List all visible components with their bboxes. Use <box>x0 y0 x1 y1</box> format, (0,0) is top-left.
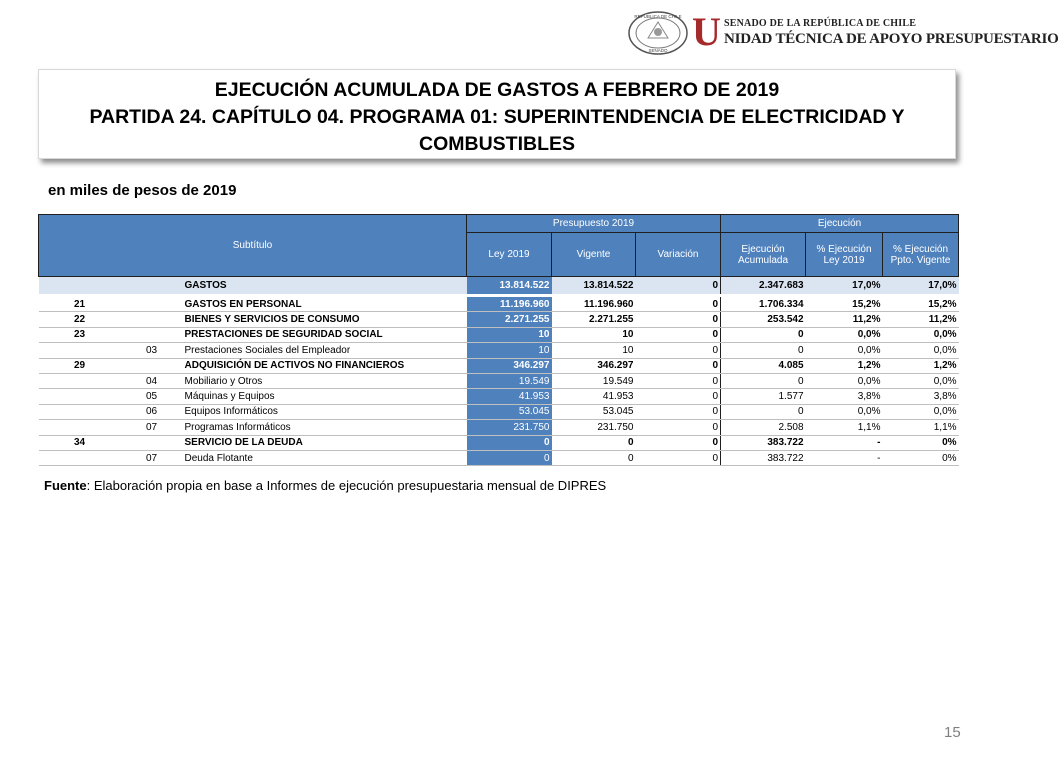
cell-description: ADQUISICIÓN DE ACTIVOS NO FINANCIEROS <box>183 358 467 373</box>
cell-description: BIENES Y SERVICIOS DE CONSUMO <box>183 312 467 327</box>
cell-item <box>121 277 183 296</box>
cell-vigente: 346.297 <box>552 358 636 373</box>
cell-variacion: 0 <box>636 277 721 296</box>
cell-ley: 2.271.255 <box>467 312 552 327</box>
cell-ley: 10 <box>467 343 552 358</box>
cell-pct-ley: 17,0% <box>806 277 883 296</box>
cell-ejecucion: 1.706.334 <box>721 296 806 312</box>
header-vigente: Vigente <box>552 233 636 277</box>
slide-title <box>38 69 956 159</box>
senate-logo <box>628 9 1059 58</box>
cell-subtitulo <box>39 343 121 358</box>
header-pct-vigente: % Ejecución Ppto. Vigente <box>883 233 959 277</box>
table-row <box>39 296 959 312</box>
table-row <box>39 450 959 465</box>
cell-pct-ley: - <box>806 435 883 450</box>
cell-pct-ley: 0,0% <box>806 343 883 358</box>
cell-subtitulo <box>39 389 121 404</box>
cell-variacion: 0 <box>636 420 721 435</box>
cell-description: SERVICIO DE LA DEUDA <box>183 435 467 450</box>
cell-ley: 346.297 <box>467 358 552 373</box>
cell-pct-ley: - <box>806 450 883 465</box>
table-row <box>39 420 959 435</box>
cell-item <box>121 327 183 342</box>
units-subtitle: en miles de pesos de 2019 <box>48 182 237 199</box>
cell-item: 07 <box>121 420 183 435</box>
cell-description: Equipos Informáticos <box>183 404 467 419</box>
cell-description: GASTOS EN PERSONAL <box>183 296 467 312</box>
cell-pct-vigente: 0,0% <box>883 327 959 342</box>
cell-ley: 53.045 <box>467 404 552 419</box>
cell-variacion: 0 <box>636 343 721 358</box>
cell-variacion: 0 <box>636 327 721 342</box>
table-row <box>39 312 959 327</box>
cell-description: Deuda Flotante <box>183 450 467 465</box>
table-row <box>39 373 959 388</box>
table-row <box>39 435 959 450</box>
logo-senado-text: SENADO DE LA REPÚBLICA DE CHILE <box>724 18 917 29</box>
cell-pct-vigente: 0,0% <box>883 373 959 388</box>
cell-description: Máquinas y Equipos <box>183 389 467 404</box>
header-pct-ley: % Ejecución Ley 2019 <box>806 233 883 277</box>
cell-vigente: 10 <box>552 343 636 358</box>
cell-description: PRESTACIONES DE SEGURIDAD SOCIAL <box>183 327 467 342</box>
table-row <box>39 358 959 373</box>
cell-ley: 231.750 <box>467 420 552 435</box>
cell-ejecucion: 2.508 <box>721 420 806 435</box>
cell-item <box>121 296 183 312</box>
header-ley: Ley 2019 <box>467 233 552 277</box>
cell-pct-ley: 0,0% <box>806 327 883 342</box>
cell-ley: 0 <box>467 435 552 450</box>
cell-subtitulo <box>39 373 121 388</box>
execution-table <box>38 214 959 466</box>
table-row <box>39 343 959 358</box>
cell-variacion: 0 <box>636 450 721 465</box>
table-row <box>39 404 959 419</box>
cell-ejecucion: 383.722 <box>721 450 806 465</box>
cell-pct-vigente: 0,0% <box>883 343 959 358</box>
cell-variacion: 0 <box>636 373 721 388</box>
cell-ley: 19.549 <box>467 373 552 388</box>
header-presupuesto: Presupuesto 2019 <box>467 215 721 233</box>
cell-subtitulo: 22 <box>39 312 121 327</box>
cell-subtitulo <box>39 420 121 435</box>
cell-ley: 13.814.522 <box>467 277 552 296</box>
cell-pct-vigente: 0% <box>883 450 959 465</box>
cell-vigente: 19.549 <box>552 373 636 388</box>
page-number: 15 <box>944 724 961 741</box>
cell-description: Programas Informáticos <box>183 420 467 435</box>
cell-ley: 0 <box>467 450 552 465</box>
cell-vigente: 0 <box>552 450 636 465</box>
cell-pct-ley: 0,0% <box>806 373 883 388</box>
cell-vigente: 41.953 <box>552 389 636 404</box>
cell-description: Mobiliario y Otros <box>183 373 467 388</box>
cell-description: GASTOS <box>183 277 467 296</box>
cell-subtitulo: 23 <box>39 327 121 342</box>
cell-ejecucion: 1.577 <box>721 389 806 404</box>
cell-pct-ley: 0,0% <box>806 404 883 419</box>
cell-pct-vigente: 1,2% <box>883 358 959 373</box>
cell-vigente: 0 <box>552 435 636 450</box>
title-line-1: EJECUCIÓN ACUMULADA DE GASTOS A FEBRERO DE 2019 <box>214 79 780 101</box>
svg-text:REPÚBLICA DE CHILE: REPÚBLICA DE CHILE <box>634 14 682 19</box>
cell-ejecucion: 383.722 <box>721 435 806 450</box>
cell-ejecucion: 0 <box>721 373 806 388</box>
cell-vigente: 2.271.255 <box>552 312 636 327</box>
cell-item: 06 <box>121 404 183 419</box>
senate-seal-icon <box>628 10 690 56</box>
cell-ejecucion: 253.542 <box>721 312 806 327</box>
cell-ley: 10 <box>467 327 552 342</box>
cell-item <box>121 358 183 373</box>
table-row <box>39 389 959 404</box>
header-variacion: Variación <box>636 233 721 277</box>
cell-variacion: 0 <box>636 435 721 450</box>
cell-pct-vigente: 0,0% <box>883 404 959 419</box>
cell-pct-vigente: 17,0% <box>883 277 959 296</box>
cell-vigente: 11.196.960 <box>552 296 636 312</box>
cell-pct-ley: 1,1% <box>806 420 883 435</box>
cell-vigente: 13.814.522 <box>552 277 636 296</box>
cell-pct-ley: 3,8% <box>806 389 883 404</box>
cell-subtitulo <box>39 277 121 296</box>
cell-pct-vigente: 3,8% <box>883 389 959 404</box>
cell-ley: 11.196.960 <box>467 296 552 312</box>
cell-pct-vigente: 11,2% <box>883 312 959 327</box>
cell-ejecucion: 4.085 <box>721 358 806 373</box>
cell-variacion: 0 <box>636 389 721 404</box>
cell-subtitulo: 21 <box>39 296 121 312</box>
header-ejecucion-acumulada: Ejecución Acumulada <box>721 233 806 277</box>
cell-pct-ley: 1,2% <box>806 358 883 373</box>
svg-text:SENADO: SENADO <box>648 48 668 53</box>
cell-vigente: 231.750 <box>552 420 636 435</box>
cell-ejecucion: 0 <box>721 327 806 342</box>
table-row <box>39 277 959 296</box>
cell-ejecucion: 0 <box>721 343 806 358</box>
source-note: Fuente: Elaboración propia en base a Informes de ejecución presupuestaria mensual de DIPRES <box>44 478 607 493</box>
cell-variacion: 0 <box>636 312 721 327</box>
cell-item: 05 <box>121 389 183 404</box>
cell-pct-vigente: 15,2% <box>883 296 959 312</box>
cell-pct-ley: 15,2% <box>806 296 883 312</box>
cell-pct-vigente: 0% <box>883 435 959 450</box>
cell-item: 07 <box>121 450 183 465</box>
cell-vigente: 53.045 <box>552 404 636 419</box>
title-line-2: PARTIDA 24. CAPÍTULO 04. PROGRAMA 01: SUPERINTENDENCIA DE ELECTRICIDAD Y <box>89 106 905 128</box>
cell-item <box>121 312 183 327</box>
cell-item <box>121 435 183 450</box>
cell-vigente: 10 <box>552 327 636 342</box>
cell-pct-ley: 11,2% <box>806 312 883 327</box>
cell-pct-vigente: 1,1% <box>883 420 959 435</box>
header-ejecucion: Ejecución <box>721 215 959 233</box>
cell-subtitulo <box>39 450 121 465</box>
cell-subtitulo: 34 <box>39 435 121 450</box>
header-subtitulo: Subtítulo <box>39 215 467 277</box>
cell-subtitulo <box>39 404 121 419</box>
cell-variacion: 0 <box>636 358 721 373</box>
cell-item: 04 <box>121 373 183 388</box>
cell-item: 03 <box>121 343 183 358</box>
title-line-3: COMBUSTIBLES <box>419 133 575 155</box>
logo-unidad-text: NIDAD TÉCNICA DE APOYO PRESUPUESTARIO <box>724 31 1059 47</box>
cell-subtitulo: 29 <box>39 358 121 373</box>
table-row <box>39 327 959 342</box>
cell-variacion: 0 <box>636 404 721 419</box>
cell-ejecucion: 2.347.683 <box>721 277 806 296</box>
cell-variacion: 0 <box>636 296 721 312</box>
cell-description: Prestaciones Sociales del Empleador <box>183 343 467 358</box>
logo-initial: U <box>692 9 721 54</box>
cell-ejecucion: 0 <box>721 404 806 419</box>
cell-ley: 41.953 <box>467 389 552 404</box>
